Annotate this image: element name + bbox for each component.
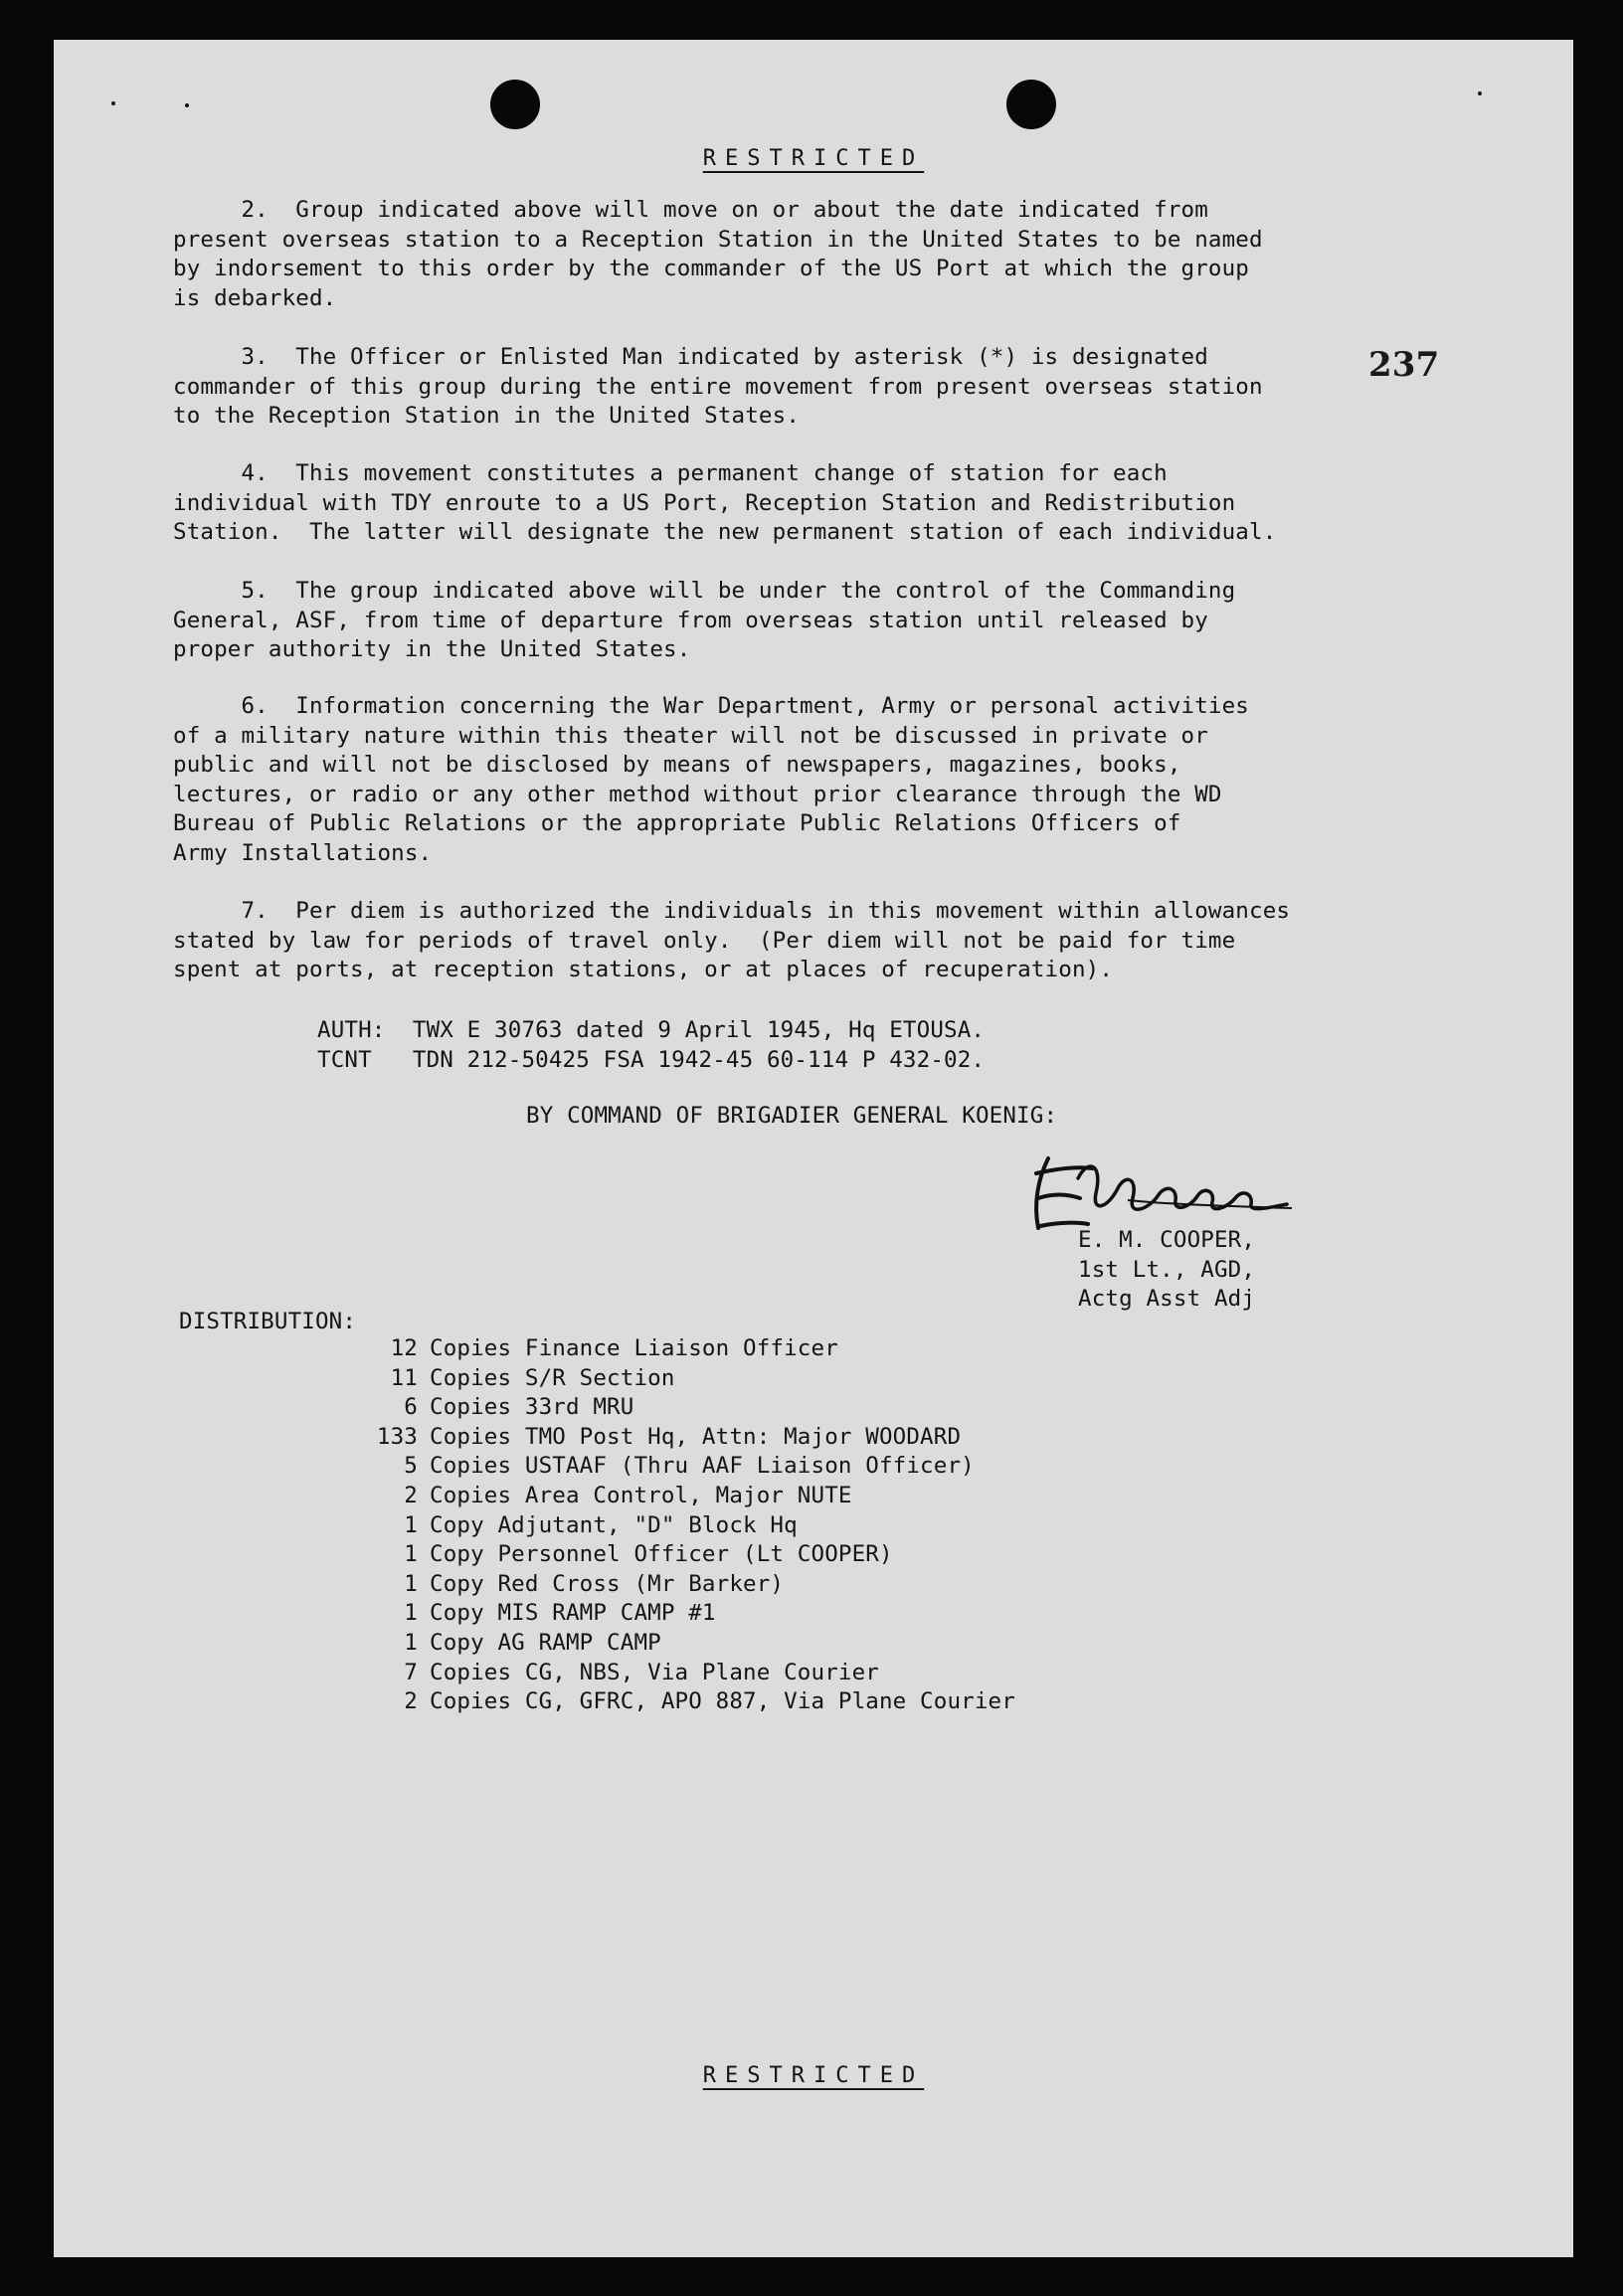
list-item	[362, 1599, 1015, 1629]
footer-classification: RESTRICTED	[702, 2063, 925, 2088]
text-line: lectures, or radio or any other method without prior clearance through the WD	[173, 781, 1222, 807]
copy-count: 1	[404, 1600, 418, 1627]
by-command-line: BY COMMAND OF BRIGADIER GENERAL KOENIG:	[526, 1103, 1058, 1129]
recipient: Copy MIS RAMP CAMP #1	[430, 1600, 716, 1627]
list-item	[362, 1334, 1015, 1364]
text-line: 5. The group indicated above will be under the control of the Commanding	[173, 578, 1236, 604]
paragraph-3	[173, 343, 1545, 432]
distribution-list	[362, 1334, 1015, 1717]
header-classification: RESTRICTED	[702, 146, 925, 171]
copy-count: 12	[390, 1335, 418, 1361]
text-line: Bureau of Public Relations or the appropriate Public Relations Officers of	[173, 810, 1181, 837]
list-item	[362, 1393, 1015, 1423]
tcnt-line: TCNT TDN 212-50425 FSA 1942-45 60-114 P 432-02.	[317, 1046, 986, 1073]
list-item	[362, 1452, 1015, 1482]
signature-block	[1078, 1226, 1255, 1315]
text-line: 2. Group indicated above will move on or about the date indicated from	[173, 197, 1208, 223]
text-line: to the Reception Station in the United States.	[173, 403, 801, 430]
text-line: Army Installations.	[173, 839, 433, 866]
auth-line: AUTH: TWX E 30763 dated 9 April 1945, Hq ETOUSA.	[317, 1017, 986, 1043]
page-number: 237	[1368, 345, 1440, 385]
recipient: Copies CG, NBS, Via Plane Courier	[430, 1659, 879, 1685]
list-item	[362, 1570, 1015, 1600]
copy-count: 133	[376, 1423, 418, 1450]
text-line: commander of this group during the entire movement from present overseas station	[173, 373, 1263, 400]
typewritten-content	[54, 40, 1573, 2257]
list-item	[362, 1423, 1015, 1453]
distribution-title: DISTRIBUTION:	[179, 1309, 357, 1334]
recipient: Copies S/R Section	[430, 1364, 675, 1391]
list-item	[362, 1687, 1015, 1717]
text-line: present overseas station to a Reception Station in the United States to be named	[173, 226, 1263, 253]
copy-count: 6	[404, 1394, 418, 1421]
copy-count: 5	[404, 1453, 418, 1480]
list-item	[362, 1540, 1015, 1570]
text-line: General, ASF, from time of departure from overseas station until released by	[173, 607, 1208, 633]
signer-rank: 1st Lt., AGD,	[1078, 1256, 1256, 1283]
copy-count: 1	[404, 1570, 418, 1597]
text-line: by indorsement to this order by the commander of the US Port at which the group	[173, 256, 1249, 282]
recipient: Copy Personnel Officer (Lt COOPER)	[430, 1541, 893, 1568]
list-item	[362, 1629, 1015, 1659]
list-item	[362, 1482, 1015, 1511]
text-line: public and will not be disclosed by means of newspapers, magazines, books,	[173, 752, 1181, 779]
recipient: Copies CG, GFRC, APO 887, Via Plane Courier	[430, 1688, 1015, 1715]
copy-count: 1	[404, 1511, 418, 1538]
text-line: stated by law for periods of travel only. (Per diem will not be paid for time	[173, 927, 1236, 954]
text-line: proper authority in the United States.	[173, 636, 691, 663]
text-line: of a military nature within this theater will not be discussed in private or	[173, 722, 1208, 749]
signer-name: E. M. COOPER,	[1078, 1227, 1256, 1253]
recipient: Copies Area Control, Major NUTE	[430, 1482, 852, 1508]
list-item	[362, 1364, 1015, 1394]
recipient: Copy Adjutant, "D" Block Hq	[430, 1511, 798, 1538]
text-line: 6. Information concerning the War Department, Army or personal activities	[173, 693, 1249, 719]
text-line: individual with TDY enroute to a US Port, Reception Station and Redistribution	[173, 489, 1236, 516]
paragraph-6	[173, 692, 1545, 869]
paragraph-7	[173, 897, 1545, 985]
paragraph-2	[173, 196, 1545, 313]
paragraph-5	[173, 577, 1545, 665]
list-item	[362, 1511, 1015, 1541]
recipient: Copy Red Cross (Mr Barker)	[430, 1570, 785, 1597]
paragraph-4	[173, 459, 1545, 548]
text-line: 7. Per diem is authorized the individuals in this movement within allowances	[173, 898, 1291, 924]
signer-title: Actg Asst Adj	[1078, 1286, 1256, 1313]
recipient: Copies Finance Liaison Officer	[430, 1335, 838, 1361]
recipient: Copies 33rd MRU	[430, 1394, 634, 1421]
text-line: 3. The Officer or Enlisted Man indicated by asterisk (*) is designated	[173, 344, 1208, 370]
recipient: Copies TMO Post Hq, Attn: Major WOODARD	[430, 1423, 962, 1450]
copy-count: 2	[404, 1482, 418, 1508]
copy-count: 1	[404, 1629, 418, 1656]
copy-count: 7	[404, 1659, 418, 1685]
list-item	[362, 1659, 1015, 1688]
document-page	[54, 40, 1573, 2257]
text-line: 4. This movement constitutes a permanent change of station for each	[173, 460, 1168, 486]
text-line: spent at ports, at reception stations, or at places of recuperation).	[173, 957, 1114, 983]
text-line: Station. The latter will designate the new permanent station of each individual.	[173, 519, 1277, 546]
copy-count: 1	[404, 1541, 418, 1568]
copy-count: 11	[390, 1364, 418, 1391]
authority-block	[317, 1016, 985, 1075]
recipient: Copy AG RAMP CAMP	[430, 1629, 661, 1656]
copy-count: 2	[404, 1688, 418, 1715]
recipient: Copies USTAAF (Thru AAF Liaison Officer)	[430, 1453, 975, 1480]
text-line: is debarked.	[173, 284, 337, 311]
